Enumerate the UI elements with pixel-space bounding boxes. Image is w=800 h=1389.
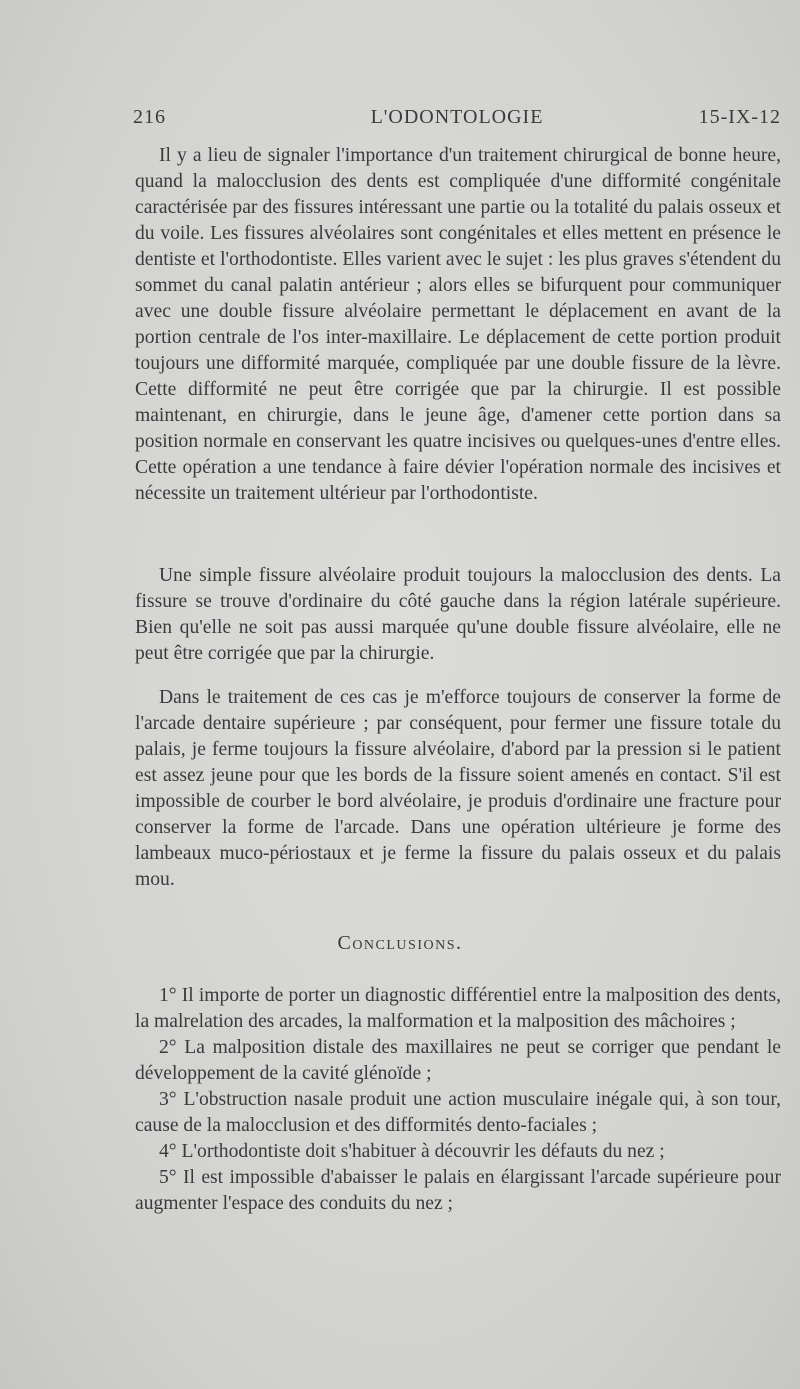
page-number: 216 [133,106,166,128]
body-text-block [135,685,781,893]
conclusion-text: La malposition distale des maxillaires ne peut se corriger que pendant le développement de la cavité glénoïde ; [135,1037,781,1084]
body-text-block [135,143,781,507]
conclusion-number: 2° [159,1037,177,1058]
conclusion-number: 5° [159,1167,177,1188]
issue-date: 15-IX-12 [698,106,781,128]
conclusion-item [135,1165,781,1217]
conclusions-list [135,983,781,1217]
conclusion-item [135,1139,781,1165]
conclusion-text: Il est impossible d'abaisser le palais en élargissant l'arcade supérieure pour augmenter l'espace des conduits du nez ; [135,1167,781,1214]
conclusion-item [135,1087,781,1139]
body-text-block [135,563,781,667]
conclusion-text: Il importe de porter un diagnostic différentiel entre la malposition des dents, la malrelation des arcades, la malformation et la malposition des mâchoires ; [135,985,781,1032]
conclusion-item [135,1035,781,1087]
conclusion-number: 3° [159,1089,177,1110]
conclusion-number: 1° [159,985,177,1006]
paragraph-surgical-treatment: Il y a lieu de signaler l'importance d'un traitement chirurgical de bonne heure, quand la malocclusion des dents est compliquée d'une difformité congénitale caractérisée par des fissures intéressant une partie ou la totalité du palais osseux et du voile. Les fissures alvéolaires sont congénitales et elles mettent en présence le dentiste et l'orthodontiste. Elles varient avec le sujet : les plus graves s'étendent du sommet du canal palatin antérieur ; alors elles se bifurquent pour communiquer avec une double fissure alvéolaire permettant le déplacement en avant de la portion centrale de l'os inter-maxillaire. Le déplacement de cette portion produit toujours une difformité marquée, compliquée par une double fissure de la lèvre. Cette difformité ne peut être corrigée que par la chirurgie. Il est possible maintenant, en chirurgie, dans le jeune âge, d'amener cette portion dans sa position normale en conservant les quatre incisives ou quelques-unes d'entre elles. Cette opération a une tendance à faire dévier l'opération normale des incisives et nécessite un traitement ultérieur par l'orthodontiste. [135,145,781,504]
paragraph-simple-fissure: Une simple fissure alvéolaire produit toujours la malocclusion des dents. La fissure se trouve d'ordinaire du côté gauche dans la région latérale supérieure. Bien qu'elle ne soit pas aussi marquée qu'une double fissure alvéolaire, elle ne peut être corrigée que par la chirurgie. [135,565,781,664]
paragraph-treatment-method: Dans le traitement de ces cas je m'efforce toujours de conserver la forme de l'arcade dentaire supérieure ; par conséquent, pour fermer une fissure totale du palais, je ferme toujours la fissure alvéolaire, d'abord par la pression si le patient est assez jeune pour que les bords de la fissure soient amenés en contact. S'il est impossible de courber le bord alvéolaire, je produis d'ordinaire une fracture pour conserver la forme de l'arcade. Dans une opération ultérieure je forme des lambeaux muco-périostaux et je ferme la fissure du palais osseux et du palais mou. [135,687,781,890]
section-title-conclusions: Conclusions. [337,932,463,954]
conclusion-number: 4° [159,1141,177,1162]
conclusion-text: L'orthodontiste doit s'habituer à découvrir les défauts du nez ; [181,1141,665,1162]
conclusion-text: L'obstruction nasale produit une action musculaire inégale qui, à son tour, cause de la malocclusion et des difformités dento-faciales ; [135,1089,781,1136]
conclusion-item [135,983,781,1035]
running-title: L'ODONTOLOGIE [370,106,544,128]
page-header [133,106,781,134]
